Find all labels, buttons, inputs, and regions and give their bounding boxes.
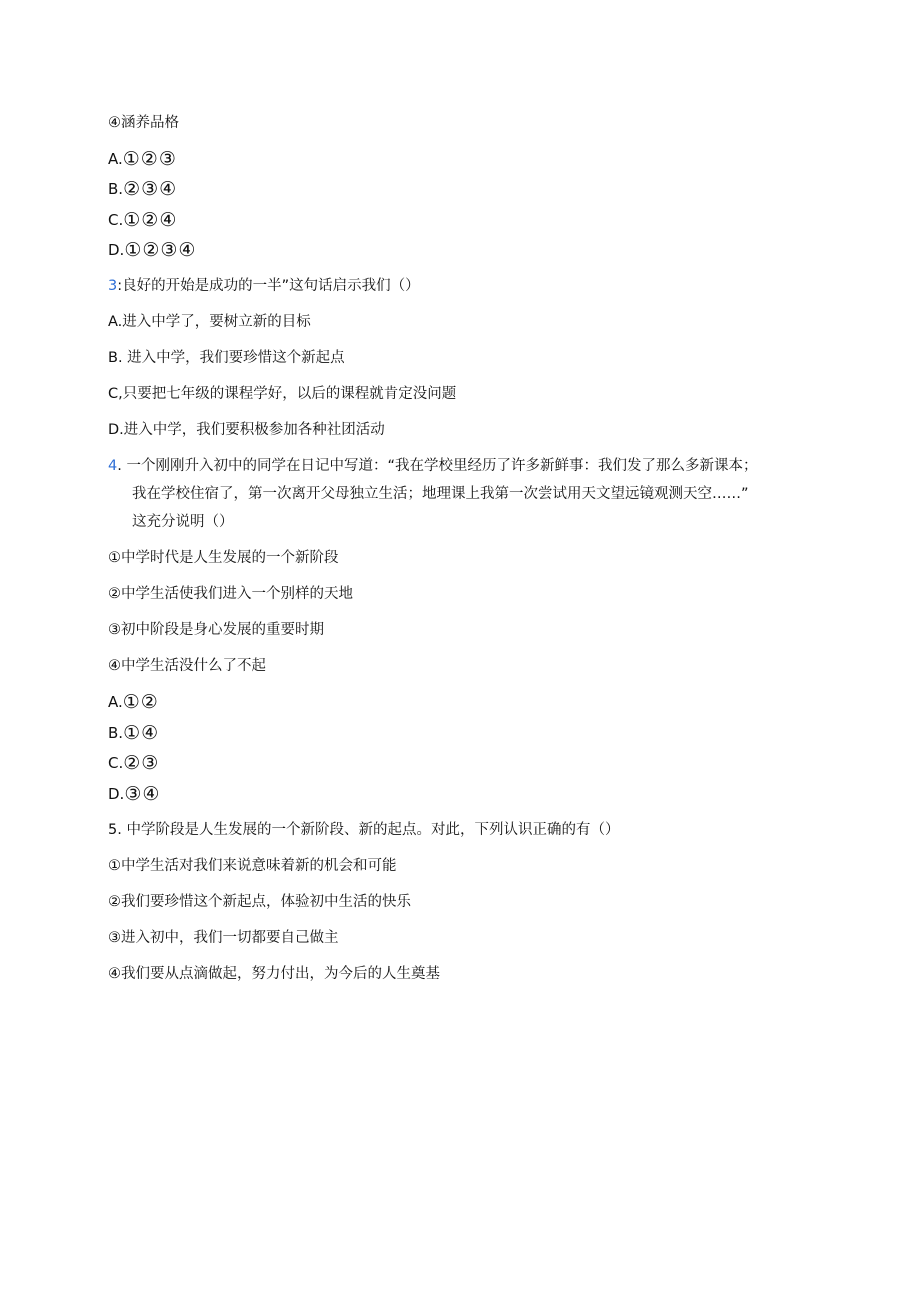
q3-option-b: B. 进入中学，我们要珍惜这个新起点 [108, 350, 345, 366]
q4-number: 4 [108, 458, 118, 474]
option-letter: D. [108, 785, 125, 803]
q4-option-b [108, 723, 159, 743]
option-letter: A. [108, 693, 123, 711]
q4-item-2: ②中学生活使我们进入一个别样的天地 [108, 586, 353, 602]
q5-item-4: ④我们要从点滴做起，努力付出，为今后的人生奠基 [108, 966, 440, 982]
q3-option-d: D.进入中学，我们要积极参加各种社团活动 [108, 422, 385, 438]
option-marks: ②③ [123, 752, 160, 774]
q4-option-d [108, 784, 160, 804]
q5-stem: 5. 中学阶段是人生发展的一个新阶段、新的起点。对此，下列认识正确的有（） [108, 822, 620, 838]
q2-option-a [108, 149, 177, 169]
option-marks: ①②④ [123, 209, 178, 231]
q2-item-4: ④涵养品格 [108, 115, 179, 131]
q4-item-1: ①中学时代是人生发展的一个新阶段 [108, 550, 339, 566]
q4-item-3: ③初中阶段是身心发展的重要时期 [108, 622, 324, 638]
q3-stem [108, 276, 420, 296]
q5-item-3: ③进入初中，我们一切都要自己做主 [108, 930, 339, 946]
q4-stem-text: . 一个刚刚升入初中的同学在日记中写道：“我在学校里经历了许多新鲜事：我们发了那么多新课本； [117, 458, 758, 474]
option-letter: A. [108, 150, 123, 168]
option-letter: B. [108, 180, 124, 198]
option-marks: ①②③④ [124, 239, 197, 261]
option-letter: B. [108, 724, 124, 742]
option-marks: ①④ [123, 722, 160, 744]
q3-option-a: A.进入中学了，要树立新的目标 [108, 314, 311, 330]
option-letter: C. [108, 211, 124, 229]
q3-option-c: C,只要把七年级的课程学好，以后的课程就肯定没问题 [108, 386, 457, 402]
q3-stem-text: :良好的开始是成功的一半”这句话启示我们（） [117, 278, 420, 294]
q3-number: 3 [108, 278, 118, 294]
option-marks: ①② [122, 691, 159, 713]
q4-stem-line-1 [108, 456, 757, 476]
option-letter: D. [108, 241, 125, 259]
option-letter: C. [108, 754, 124, 772]
q4-option-a [108, 692, 159, 712]
option-marks: ①②③ [122, 148, 177, 170]
q4-item-4: ④中学生活没什么了不起 [108, 658, 266, 674]
q4-stem-line-3: 这充分说明（） [132, 514, 234, 530]
option-marks: ②③④ [123, 178, 178, 200]
q5-item-2: ②我们要珍惜这个新起点，体验初中生活的快乐 [108, 894, 411, 910]
q5-item-1: ①中学生活对我们来说意味着新的机会和可能 [108, 858, 397, 874]
q2-option-b [108, 179, 177, 199]
q2-option-c [108, 210, 177, 230]
q4-stem-line-2: 我在学校住宿了，第一次离开父母独立生活；地理课上我第一次尝试用天文望远镜观测天空……” [132, 486, 749, 502]
q4-option-c [108, 753, 159, 773]
q2-option-d [108, 240, 196, 260]
option-marks: ③④ [124, 783, 161, 805]
